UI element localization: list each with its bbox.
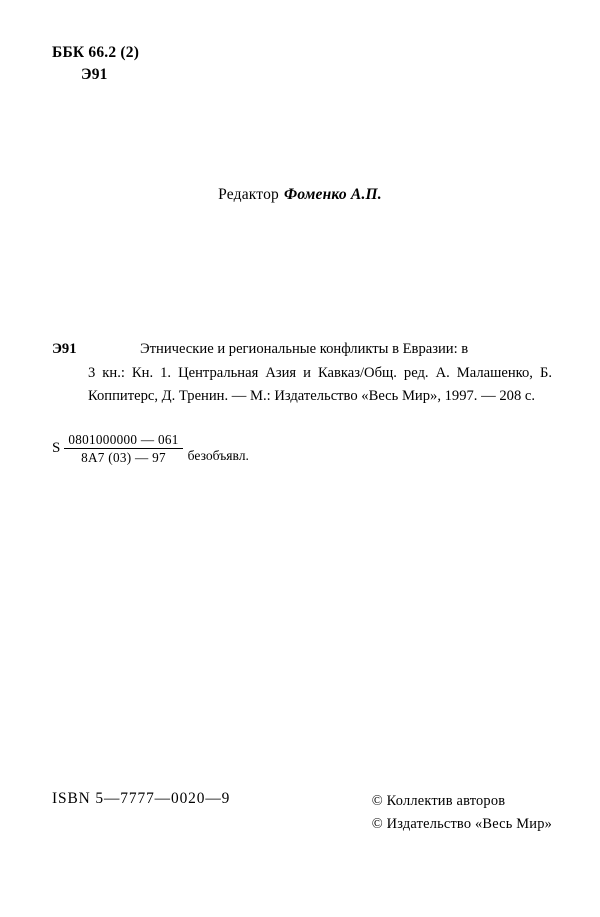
isbn: ISBN 5—7777—0020—9 bbox=[52, 790, 231, 807]
bbk-code: ББК 66.2 (2) bbox=[52, 44, 140, 61]
imprint-footer bbox=[52, 790, 552, 836]
editor-label: Редактор bbox=[218, 186, 279, 203]
signature-numerator: 0801000000 — 061 bbox=[68, 432, 179, 447]
classification-block bbox=[52, 42, 139, 87]
signature-denominator: 8А7 (03) — 97 bbox=[81, 450, 166, 466]
author-code: Э91 bbox=[81, 66, 108, 84]
biblio-title-line: Этнические и региональные конфликты в Евразии: в bbox=[140, 341, 469, 357]
footer-row bbox=[52, 790, 552, 836]
biblio-code: Э91 bbox=[52, 341, 77, 357]
copyright-line-authors: © Коллектив авторов bbox=[371, 793, 506, 809]
bibliographic-description bbox=[52, 338, 552, 409]
signature-suffix: безобъявл. bbox=[187, 448, 249, 464]
print-signature bbox=[52, 432, 249, 465]
signature-prefix: S bbox=[52, 440, 61, 457]
copyright-block bbox=[362, 790, 552, 836]
editor-name: Фоменко А.П. bbox=[283, 186, 382, 203]
signature-fraction bbox=[64, 432, 182, 465]
copyright-line-publisher: © Издательство «Весь Мир» bbox=[371, 816, 552, 833]
biblio-details: 3 кн.: Кн. 1. Центральная Азия и Кавказ/Общ. ред. А. Малашенко, Б. Коппитерс, Д. Тренин. — М.: Издательство «Весь Мир», 1997. — 208 с. bbox=[88, 364, 552, 405]
editor-credit bbox=[0, 186, 600, 204]
